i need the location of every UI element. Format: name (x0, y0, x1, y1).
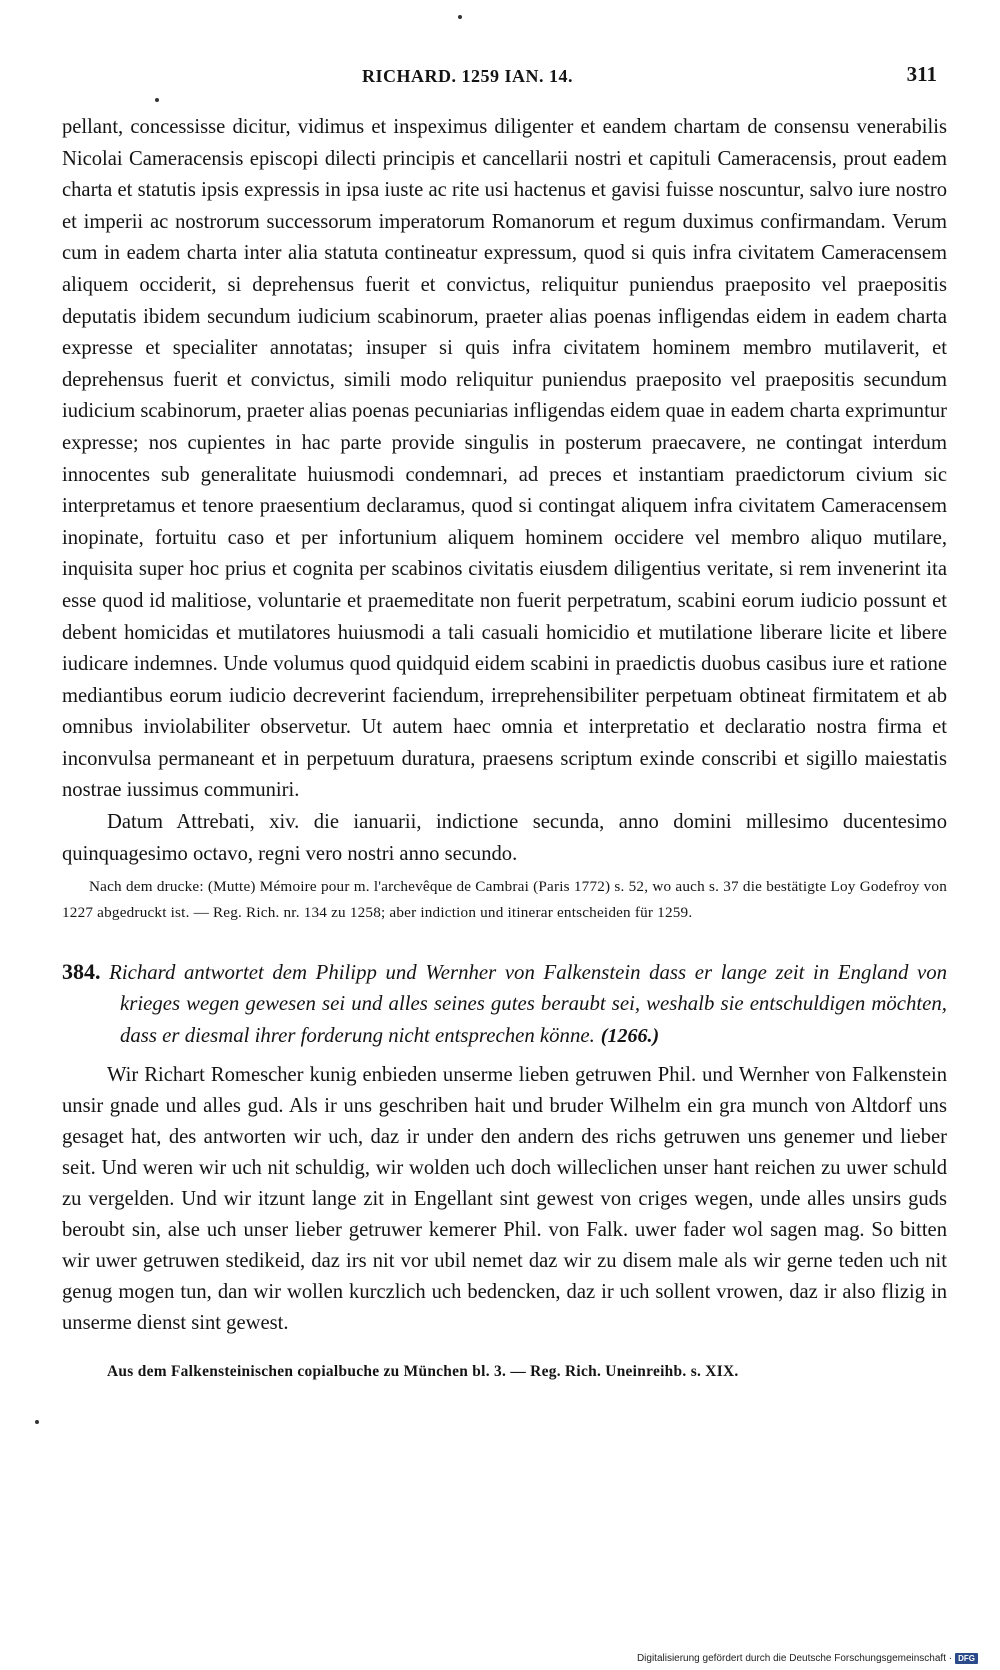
entry-date: (1266.) (600, 1024, 660, 1047)
entry-number: 384. (62, 959, 101, 985)
charter-paragraph-dating: Datum Attrebati, xiv. die ianuarii, indictione secunda, anno domini millesimo ducentesimo quinquagesimo octavo, regni vero nostri anno secundo. (62, 811, 947, 865)
source-note-383: Nach dem drucke: (Mutte) Mémoire pour m. l'archevêque de Cambrai (Paris 1772) s. 52, wo auch s. 37 die bestätigte Loy Godefroy von 1227 abgedruckt ist. — Reg. Rich. nr. 134 zu 1258; aber indiction und itinerar entscheiden für 1259. (62, 878, 947, 922)
running-head-title: RICHARD. 1259 IAN. 14. (362, 66, 574, 86)
page-number: 311 (906, 62, 937, 86)
entry-384 (62, 956, 947, 1385)
entry-heading (62, 956, 947, 1052)
digitization-footer (637, 1653, 978, 1664)
book-page (62, 58, 947, 1401)
charter-paragraph-main: pellant, concessisse dicitur, vidimus et inspeximus diligenter et eandem chartam de consensu venerabilis Nicolai Cameracensis episcopi dilecti principis et cancellarii nostri et capituli Cameracensis, prout eadem charta et statutis ipsis expressis in ipsa iuste ac rite usi hactenus et gavisi fuisse noscuntur, salvo iure nostro et imperii ac nostrorum successorum imperatorum Romanorum et regum duximus confirmandam. Verum cum in eadem charta inter alia statuta contineatur expressum, quod si quis infra civitatem Cameracensem aliquem occiderit, si deprehensus fuerit et convictus, reliquitur puniendus praeposito vel praepositis deputatis ibidem secundum iudicium scabinorum, praeter alias poenas infligendas eidem in eadem charta expresse et specialiter annotatas; insuper si quis infra civitatem hominem membro mutilaverit, et deprehensus fuerit et convictus, simili modo reliquitur puniendus praeposito vel praepositis secundum iudicium scabinorum, praeter alias poenas pecuniarias infligendas eidem quae in eadem charta exprimuntur expresse; nos cupientes in hac parte provide singulis in posterum praecavere, ne contingat interdum innocentes sub generalitate huiusmodi condemnari, ad preces et instantiam praedictorum civium sic interpretamus et tenore praesentium declaramus, quod si contingat aliquem infra civitatem Cameracensem inopinate, fortuitu caso et per infortunium aliquem hominem occidere vel membro aliquo mutilare, inquisita super hoc prius et cognita per scabinos civitatis eiusdem diligentius veritate, si rem invenerint ita esse quod id malitiose, voluntarie et praemeditate non fuerit perpetratum, scabini eorum iudicio possunt et debent homicidas et mutilatores huiusmodi a tali casuali homicidio et mutilatione liberare licite et libere iudicare indemnes. Unde volumus quod quidquid eidem scabini in praedictis duobus casibus iure et ratione mediantibus eorum iudicio decreverint faciendum, irreprehensibiliter perpetuam obtineat firmitatem et ab omnibus inviolabiliter observetur. Ut autem haec omnia et interpretatio et declaratio nostra firma et inconvulsa permaneant et in perpetuum duratura, praesens scriptum exinde conscribi et sigillo maiestatis nostrae iussimus communiri. (62, 116, 947, 802)
dfg-logo: DFG (955, 1653, 978, 1664)
source-note-384: Aus dem Falkensteinischen copialbuche zu München bl. 3. — Reg. Rich. Uneinreihb. s. XIX. (107, 1363, 739, 1381)
charter-text (62, 112, 947, 870)
footer-text: Digitalisierung gefördert durch die Deutsche Forschungsgemeinschaft · (636, 1653, 953, 1664)
entry-heading-text: Richard antwortet dem Philipp und Wernher von Falkenstein dass er lange zeit in England von krieges wegen gewesen sei und alles seines gutes beraubt sei, weshalb sie entschuldigen möchten, dass er diesmal ihrer forderung nicht entsprechen könne. (109, 961, 948, 1047)
print-speck (458, 15, 462, 19)
entry-text: Wir Richart Romescher kunig enbieden unserme lieben getruwen Phil. und Wernher von Falkenstein unsir gnade und alles gud. Als ir uns geschriben hait und bruder Wilhelm ein gra munch von Altdorf uns gesaget hat, des antworten wir uch, daz ir under den andern des richs getruwen uns genemer und lieber seit. Und weren wir uch nit schuldig, wir wolden uch doch willeclichen unser hant reichen zu uwer schuld zu vergelden. Und wir itzunt lange zit in Engellant sint gewest von criges wegen, unde alles unsirs guds beroubt sin, alse uch unser lieber getruwer kemerer Phil. von Falk. uwer fader wol sagen mag. So bitten wir uwer getruwen stedikeid, daz irs nit vor ubil nemet daz wir zu disem male als wir gerne teden uch nit genug mogen tun, dan wir wollen kurczlich uch bedencken, daz ir uch sollent vrowen, daz ir also flizig in unserme dienst sint gewest. (62, 1063, 947, 1334)
print-speck (155, 98, 159, 102)
print-speck (35, 1420, 39, 1424)
running-head (62, 58, 947, 98)
